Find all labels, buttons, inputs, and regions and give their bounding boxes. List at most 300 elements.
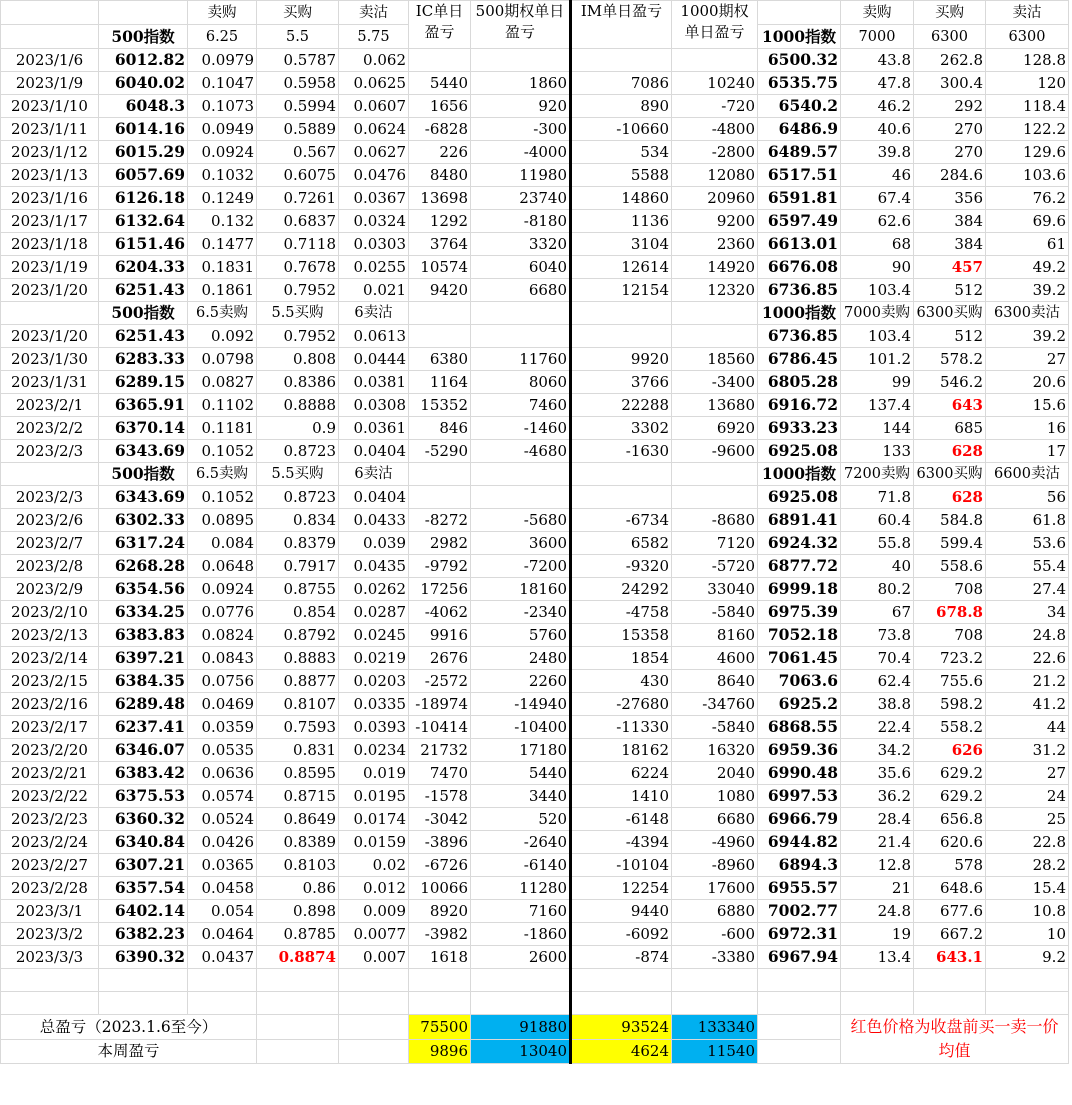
cell-put-sell-1000: 27.4 xyxy=(986,578,1069,601)
cell-put-sell-500: 0.0324 xyxy=(339,210,409,233)
empty-cell xyxy=(914,992,986,1015)
cell-call-buy-1000: 512 xyxy=(914,325,986,348)
cell-ic-daily-pnl: -2572 xyxy=(409,670,471,693)
cell-date: 2023/2/27 xyxy=(1,854,99,877)
subheader-put-sell-1000: 6300 xyxy=(986,25,1069,49)
cell-date: 2023/1/12 xyxy=(1,141,99,164)
cell-opt500-daily-pnl: 6680 xyxy=(471,279,571,302)
cell-opt1000-daily-pnl: 2040 xyxy=(672,762,758,785)
cell-im-daily-pnl: 534 xyxy=(571,141,672,164)
cell-opt500-daily-pnl: 7460 xyxy=(471,394,571,417)
cell-call-sell-1000: 19 xyxy=(841,923,914,946)
cell-index-500: 6397.21 xyxy=(99,647,188,670)
cell-opt1000-daily-pnl: 18560 xyxy=(672,348,758,371)
cell-call-sell-500: 0.0535 xyxy=(188,739,257,762)
table-row xyxy=(1,739,1069,762)
cell-call-sell-1000: 73.8 xyxy=(841,624,914,647)
cell-put-sell-1000: 21.2 xyxy=(986,670,1069,693)
cell-put-sell-500: 0.009 xyxy=(339,900,409,923)
cell-ic-daily-pnl: 9916 xyxy=(409,624,471,647)
cell-call-sell-1000: 12.8 xyxy=(841,854,914,877)
empty-cell xyxy=(1,992,99,1015)
cell-index-500: 6343.69 xyxy=(99,440,188,463)
cell-put-sell-1000: 10 xyxy=(986,923,1069,946)
cell-call-sell-500: 0.0979 xyxy=(188,49,257,72)
table-row xyxy=(1,394,1069,417)
section-1-header-call-buy-500: 5.5买购 xyxy=(257,302,339,325)
cell-put-sell-500: 0.0361 xyxy=(339,417,409,440)
cell-put-sell-1000: 39.2 xyxy=(986,325,1069,348)
empty-cell xyxy=(1,969,99,992)
cell-put-sell-1000: 16 xyxy=(986,417,1069,440)
cell-put-sell-500: 0.0404 xyxy=(339,486,409,509)
cell-call-sell-1000: 36.2 xyxy=(841,785,914,808)
cell-call-buy-500: 0.5787 xyxy=(257,49,339,72)
table-row xyxy=(1,831,1069,854)
cell-call-sell-500: 0.1181 xyxy=(188,417,257,440)
cell-call-sell-500: 0.0895 xyxy=(188,509,257,532)
cell-date: 2023/2/10 xyxy=(1,601,99,624)
cell-ic-daily-pnl: -3042 xyxy=(409,808,471,831)
cell-opt500-daily-pnl: -4680 xyxy=(471,440,571,463)
cell-call-buy-1000: 384 xyxy=(914,233,986,256)
table-row xyxy=(1,325,1069,348)
cell-put-sell-1000: 25 xyxy=(986,808,1069,831)
cell-call-buy-1000: 667.2 xyxy=(914,923,986,946)
cell-ic-daily-pnl: 8480 xyxy=(409,164,471,187)
cell-ic-daily-pnl: 9420 xyxy=(409,279,471,302)
cell-call-buy-1000: 284.6 xyxy=(914,164,986,187)
cell-index-1000: 6966.79 xyxy=(758,808,841,831)
cell-opt500-daily-pnl: 1860 xyxy=(471,72,571,95)
cell-put-sell-500: 0.0435 xyxy=(339,555,409,578)
cell-opt500-daily-pnl: 23740 xyxy=(471,187,571,210)
table-row xyxy=(1,417,1069,440)
cell-opt1000-daily-pnl: 6920 xyxy=(672,417,758,440)
cell-index-1000: 6925.2 xyxy=(758,693,841,716)
cell-opt500-daily-pnl: -5680 xyxy=(471,509,571,532)
cell-opt1000-daily-pnl: 1080 xyxy=(672,785,758,808)
cell-index-500: 6251.43 xyxy=(99,279,188,302)
cell-call-buy-500: 0.834 xyxy=(257,509,339,532)
cell-put-sell-500: 0.0219 xyxy=(339,647,409,670)
empty-cell xyxy=(339,969,409,992)
cell-call-buy-500: 0.8888 xyxy=(257,394,339,417)
cell-index-500: 6251.43 xyxy=(99,325,188,348)
cell-call-sell-500: 0.0827 xyxy=(188,371,257,394)
cell-date: 2023/1/20 xyxy=(1,325,99,348)
cell-date: 2023/1/13 xyxy=(1,164,99,187)
cell-ic-daily-pnl: -5290 xyxy=(409,440,471,463)
cell-date: 2023/1/30 xyxy=(1,348,99,371)
header-ic-daily-pnl: IC单日盈亏 xyxy=(409,1,471,49)
cell-call-sell-500: 0.0756 xyxy=(188,670,257,693)
section-2-header-im-daily-pnl xyxy=(571,463,672,486)
cell-call-buy-500: 0.8649 xyxy=(257,808,339,831)
section-2-header-index-500: 500指数 xyxy=(99,463,188,486)
cell-date: 2023/2/8 xyxy=(1,555,99,578)
cell-date: 2023/2/17 xyxy=(1,716,99,739)
cell-index-1000: 6925.08 xyxy=(758,440,841,463)
header-call-buy-1000: 买购 xyxy=(914,1,986,25)
cell-put-sell-500: 0.021 xyxy=(339,279,409,302)
cell-index-1000: 7002.77 xyxy=(758,900,841,923)
cell-call-buy-1000: 300.4 xyxy=(914,72,986,95)
cell-date: 2023/2/21 xyxy=(1,762,99,785)
cell-opt500-daily-pnl: 2260 xyxy=(471,670,571,693)
cell-opt500-daily-pnl: 920 xyxy=(471,95,571,118)
cell-call-sell-500: 0.0798 xyxy=(188,348,257,371)
empty-cell xyxy=(914,969,986,992)
table-row xyxy=(1,946,1069,969)
cell-im-daily-pnl: 1136 xyxy=(571,210,672,233)
cell-call-buy-1000: 558.2 xyxy=(914,716,986,739)
cell-call-sell-500: 0.054 xyxy=(188,900,257,923)
empty-cell xyxy=(758,1039,841,1064)
total-pnl-label: 总盈亏（2023.1.6至今） xyxy=(1,1015,257,1040)
cell-im-daily-pnl xyxy=(571,486,672,509)
table-row xyxy=(1,532,1069,555)
cell-im-daily-pnl: -4758 xyxy=(571,601,672,624)
section-1-header-opt1000-daily-pnl xyxy=(672,302,758,325)
section-1-header-opt500-daily-pnl xyxy=(471,302,571,325)
cell-put-sell-500: 0.0255 xyxy=(339,256,409,279)
cell-ic-daily-pnl: -3982 xyxy=(409,923,471,946)
week-pnl-ic-daily-pnl: 9896 xyxy=(409,1039,471,1064)
header-call-sell-1000: 卖购 xyxy=(841,1,914,25)
section-2-header-call-sell-500: 6.5卖购 xyxy=(188,463,257,486)
cell-call-buy-500: 0.8389 xyxy=(257,831,339,854)
cell-call-buy-500: 0.7593 xyxy=(257,716,339,739)
cell-put-sell-500: 0.0381 xyxy=(339,371,409,394)
cell-call-sell-1000: 46 xyxy=(841,164,914,187)
table-row xyxy=(1,233,1069,256)
cell-date: 2023/1/6 xyxy=(1,49,99,72)
cell-index-1000: 7063.6 xyxy=(758,670,841,693)
header-opt500-daily-pnl: 500期权单日盈亏 xyxy=(471,1,571,49)
cell-call-sell-500: 0.1032 xyxy=(188,164,257,187)
cell-opt500-daily-pnl: 5440 xyxy=(471,762,571,785)
cell-index-500: 6151.46 xyxy=(99,233,188,256)
cell-index-500: 6014.16 xyxy=(99,118,188,141)
cell-call-buy-500: 0.5889 xyxy=(257,118,339,141)
section-1-header-index-1000: 1000指数 xyxy=(758,302,841,325)
cell-index-500: 6057.69 xyxy=(99,164,188,187)
cell-call-buy-500: 0.5994 xyxy=(257,95,339,118)
cell-call-sell-500: 0.0949 xyxy=(188,118,257,141)
cell-opt500-daily-pnl: 8060 xyxy=(471,371,571,394)
cell-im-daily-pnl: 6224 xyxy=(571,762,672,785)
empty-cell xyxy=(986,992,1069,1015)
cell-opt1000-daily-pnl: -3380 xyxy=(672,946,758,969)
cell-ic-daily-pnl xyxy=(409,486,471,509)
cell-date: 2023/1/31 xyxy=(1,371,99,394)
cell-put-sell-500: 0.0444 xyxy=(339,348,409,371)
cell-ic-daily-pnl: -6828 xyxy=(409,118,471,141)
cell-im-daily-pnl: 12154 xyxy=(571,279,672,302)
cell-index-500: 6402.14 xyxy=(99,900,188,923)
cell-index-1000: 7052.18 xyxy=(758,624,841,647)
cell-put-sell-1000: 31.2 xyxy=(986,739,1069,762)
cell-opt1000-daily-pnl: -5840 xyxy=(672,601,758,624)
cell-call-buy-500: 0.8883 xyxy=(257,647,339,670)
cell-call-buy-1000: 262.8 xyxy=(914,49,986,72)
cell-call-buy-500: 0.8595 xyxy=(257,762,339,785)
empty-cell xyxy=(758,992,841,1015)
empty-cell xyxy=(571,969,672,992)
cell-put-sell-1000: 76.2 xyxy=(986,187,1069,210)
cell-call-buy-1000: 629.2 xyxy=(914,785,986,808)
cell-opt500-daily-pnl: -8180 xyxy=(471,210,571,233)
cell-call-sell-500: 0.0648 xyxy=(188,555,257,578)
cell-put-sell-500: 0.007 xyxy=(339,946,409,969)
empty-cell xyxy=(257,969,339,992)
cell-put-sell-1000: 24 xyxy=(986,785,1069,808)
cell-call-sell-500: 0.1052 xyxy=(188,440,257,463)
empty-cell xyxy=(409,969,471,992)
cell-opt1000-daily-pnl: 16320 xyxy=(672,739,758,762)
cell-call-sell-500: 0.0524 xyxy=(188,808,257,831)
cell-opt1000-daily-pnl: 17600 xyxy=(672,877,758,900)
cell-opt1000-daily-pnl: 4600 xyxy=(672,647,758,670)
cell-call-buy-1000: 708 xyxy=(914,578,986,601)
cell-ic-daily-pnl: 21732 xyxy=(409,739,471,762)
cell-date: 2023/2/20 xyxy=(1,739,99,762)
cell-index-1000: 6517.51 xyxy=(758,164,841,187)
cell-opt500-daily-pnl: 11280 xyxy=(471,877,571,900)
cell-call-sell-1000: 62.4 xyxy=(841,670,914,693)
cell-call-sell-500: 0.0458 xyxy=(188,877,257,900)
cell-im-daily-pnl: 12614 xyxy=(571,256,672,279)
cell-call-buy-500: 0.831 xyxy=(257,739,339,762)
total-pnl-opt500-daily-pnl: 91880 xyxy=(471,1015,571,1040)
cell-im-daily-pnl: 5588 xyxy=(571,164,672,187)
cell-index-500: 6354.56 xyxy=(99,578,188,601)
table-row xyxy=(1,877,1069,900)
section-1-header-put-sell-1000: 6300卖沽 xyxy=(986,302,1069,325)
cell-opt500-daily-pnl: -2340 xyxy=(471,601,571,624)
cell-index-500: 6307.21 xyxy=(99,854,188,877)
cell-call-buy-500: 0.7261 xyxy=(257,187,339,210)
cell-ic-daily-pnl: 5440 xyxy=(409,72,471,95)
empty-cell xyxy=(758,1015,841,1040)
cell-date: 2023/2/14 xyxy=(1,647,99,670)
table-row xyxy=(1,808,1069,831)
table-row xyxy=(1,440,1069,463)
cell-call-sell-1000: 99 xyxy=(841,371,914,394)
cell-call-buy-1000: 648.6 xyxy=(914,877,986,900)
cell-put-sell-1000: 55.4 xyxy=(986,555,1069,578)
cell-put-sell-1000: 129.6 xyxy=(986,141,1069,164)
cell-call-buy-500: 0.8792 xyxy=(257,624,339,647)
table-row xyxy=(1,95,1069,118)
total-pnl-ic-daily-pnl: 75500 xyxy=(409,1015,471,1040)
cell-index-500: 6383.42 xyxy=(99,762,188,785)
cell-date: 2023/2/16 xyxy=(1,693,99,716)
cell-index-1000: 6933.23 xyxy=(758,417,841,440)
cell-ic-daily-pnl: 10574 xyxy=(409,256,471,279)
cell-put-sell-500: 0.0234 xyxy=(339,739,409,762)
cell-opt500-daily-pnl: 3320 xyxy=(471,233,571,256)
cell-index-1000: 6997.53 xyxy=(758,785,841,808)
cell-call-buy-1000: 678.8 xyxy=(914,601,986,624)
empty-cell xyxy=(672,992,758,1015)
cell-index-1000: 6613.01 xyxy=(758,233,841,256)
cell-put-sell-1000: 9.2 xyxy=(986,946,1069,969)
cell-opt1000-daily-pnl: -3400 xyxy=(672,371,758,394)
cell-opt500-daily-pnl xyxy=(471,325,571,348)
subheader-index-500: 500指数 xyxy=(99,25,188,49)
cell-call-buy-500: 0.8877 xyxy=(257,670,339,693)
cell-index-1000: 7061.45 xyxy=(758,647,841,670)
cell-opt500-daily-pnl: -7200 xyxy=(471,555,571,578)
empty-cell xyxy=(99,992,188,1015)
cell-put-sell-1000: 120 xyxy=(986,72,1069,95)
cell-call-buy-1000: 643.1 xyxy=(914,946,986,969)
cell-opt500-daily-pnl xyxy=(471,486,571,509)
cell-date: 2023/3/1 xyxy=(1,900,99,923)
cell-call-buy-500: 0.5958 xyxy=(257,72,339,95)
cell-opt1000-daily-pnl: -600 xyxy=(672,923,758,946)
cell-call-sell-500: 0.1831 xyxy=(188,256,257,279)
cell-call-buy-1000: 292 xyxy=(914,95,986,118)
cell-ic-daily-pnl: -3896 xyxy=(409,831,471,854)
cell-opt500-daily-pnl: 17180 xyxy=(471,739,571,762)
cell-put-sell-1000: 44 xyxy=(986,716,1069,739)
cell-im-daily-pnl: -27680 xyxy=(571,693,672,716)
cell-put-sell-1000: 27 xyxy=(986,348,1069,371)
cell-index-500: 6360.32 xyxy=(99,808,188,831)
cell-ic-daily-pnl: -18974 xyxy=(409,693,471,716)
cell-put-sell-1000: 56 xyxy=(986,486,1069,509)
subheader-call-buy-1000: 6300 xyxy=(914,25,986,49)
cell-put-sell-1000: 24.8 xyxy=(986,624,1069,647)
cell-date: 2023/1/16 xyxy=(1,187,99,210)
cell-opt500-daily-pnl: 3600 xyxy=(471,532,571,555)
cell-opt500-daily-pnl xyxy=(471,49,571,72)
cell-call-sell-1000: 103.4 xyxy=(841,279,914,302)
empty-cell xyxy=(571,992,672,1015)
table-row xyxy=(1,187,1069,210)
cell-im-daily-pnl: -6148 xyxy=(571,808,672,831)
cell-date: 2023/2/22 xyxy=(1,785,99,808)
table-row xyxy=(1,647,1069,670)
cell-date: 2023/2/23 xyxy=(1,808,99,831)
cell-date: 2023/1/11 xyxy=(1,118,99,141)
table-row xyxy=(1,348,1069,371)
empty-cell xyxy=(471,969,571,992)
subheader-date xyxy=(1,25,99,49)
cell-im-daily-pnl: -10104 xyxy=(571,854,672,877)
cell-ic-daily-pnl: 3764 xyxy=(409,233,471,256)
cell-opt1000-daily-pnl: -8680 xyxy=(672,509,758,532)
cell-put-sell-500: 0.0625 xyxy=(339,72,409,95)
total-pnl-im-daily-pnl: 93524 xyxy=(571,1015,672,1040)
cell-opt1000-daily-pnl xyxy=(672,486,758,509)
cell-opt500-daily-pnl: 520 xyxy=(471,808,571,831)
cell-date: 2023/1/18 xyxy=(1,233,99,256)
cell-opt1000-daily-pnl: 14920 xyxy=(672,256,758,279)
table-row xyxy=(1,486,1069,509)
section-2-header-index-1000: 1000指数 xyxy=(758,463,841,486)
cell-call-buy-1000: 685 xyxy=(914,417,986,440)
cell-opt500-daily-pnl: 11760 xyxy=(471,348,571,371)
week-pnl-opt500-daily-pnl: 13040 xyxy=(471,1039,571,1064)
table-row xyxy=(1,141,1069,164)
cell-put-sell-500: 0.062 xyxy=(339,49,409,72)
cell-call-buy-1000: 558.6 xyxy=(914,555,986,578)
cell-ic-daily-pnl: -9792 xyxy=(409,555,471,578)
cell-ic-daily-pnl: -1578 xyxy=(409,785,471,808)
cell-call-sell-1000: 67.4 xyxy=(841,187,914,210)
table-row xyxy=(1,164,1069,187)
cell-call-buy-500: 0.8755 xyxy=(257,578,339,601)
cell-call-buy-1000: 578 xyxy=(914,854,986,877)
cell-im-daily-pnl xyxy=(571,49,672,72)
cell-opt500-daily-pnl: -2640 xyxy=(471,831,571,854)
cell-call-sell-1000: 55.8 xyxy=(841,532,914,555)
cell-im-daily-pnl: 14860 xyxy=(571,187,672,210)
empty-cell xyxy=(257,1039,339,1064)
cell-call-sell-1000: 28.4 xyxy=(841,808,914,831)
cell-call-sell-500: 0.1477 xyxy=(188,233,257,256)
cell-index-1000: 6489.57 xyxy=(758,141,841,164)
cell-index-500: 6343.69 xyxy=(99,486,188,509)
cell-date: 2023/2/3 xyxy=(1,440,99,463)
subheader-call-sell-1000: 7000 xyxy=(841,25,914,49)
cell-ic-daily-pnl: 2676 xyxy=(409,647,471,670)
cell-ic-daily-pnl: 1292 xyxy=(409,210,471,233)
cell-im-daily-pnl: 430 xyxy=(571,670,672,693)
cell-index-1000: 6916.72 xyxy=(758,394,841,417)
cell-call-sell-1000: 133 xyxy=(841,440,914,463)
cell-call-sell-1000: 60.4 xyxy=(841,509,914,532)
cell-call-sell-500: 0.0464 xyxy=(188,923,257,946)
cell-date: 2023/2/24 xyxy=(1,831,99,854)
cell-call-buy-1000: 628 xyxy=(914,486,986,509)
cell-ic-daily-pnl: 1164 xyxy=(409,371,471,394)
section-2-header-date xyxy=(1,463,99,486)
cell-call-buy-1000: 656.8 xyxy=(914,808,986,831)
cell-call-buy-500: 0.7952 xyxy=(257,279,339,302)
cell-index-1000: 6877.72 xyxy=(758,555,841,578)
cell-im-daily-pnl: 15358 xyxy=(571,624,672,647)
cell-im-daily-pnl: -4394 xyxy=(571,831,672,854)
cell-call-sell-500: 0.1047 xyxy=(188,72,257,95)
section-1-header-put-sell-500: 6卖沽 xyxy=(339,302,409,325)
cell-index-1000: 6944.82 xyxy=(758,831,841,854)
table-row xyxy=(1,72,1069,95)
cell-index-500: 6289.15 xyxy=(99,371,188,394)
header-put-sell-1000: 卖沽 xyxy=(986,1,1069,25)
empty-cell xyxy=(339,1039,409,1064)
cell-im-daily-pnl: 7086 xyxy=(571,72,672,95)
cell-call-buy-1000: 708 xyxy=(914,624,986,647)
cell-index-1000: 6868.55 xyxy=(758,716,841,739)
cell-opt1000-daily-pnl: -4800 xyxy=(672,118,758,141)
cell-index-1000: 6786.45 xyxy=(758,348,841,371)
cell-call-buy-500: 0.8874 xyxy=(257,946,339,969)
cell-index-500: 6302.33 xyxy=(99,509,188,532)
cell-index-1000: 6535.75 xyxy=(758,72,841,95)
cell-put-sell-1000: 128.8 xyxy=(986,49,1069,72)
cell-opt500-daily-pnl: 6040 xyxy=(471,256,571,279)
empty-cell xyxy=(409,992,471,1015)
cell-call-buy-1000: 578.2 xyxy=(914,348,986,371)
cell-call-sell-1000: 35.6 xyxy=(841,762,914,785)
cell-index-1000: 6500.32 xyxy=(758,49,841,72)
week-pnl-im-daily-pnl: 4624 xyxy=(571,1039,672,1064)
